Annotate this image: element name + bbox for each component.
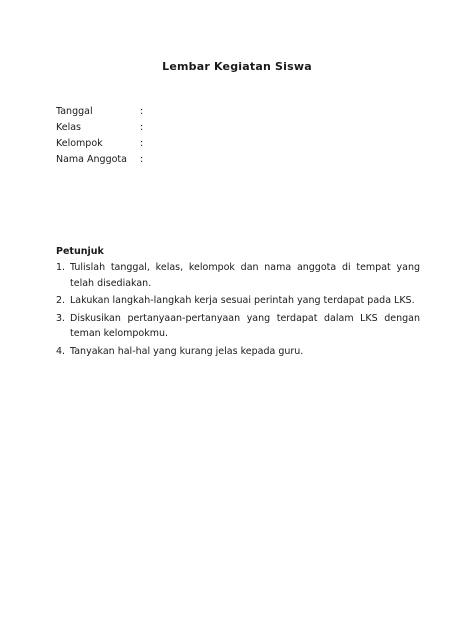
field-separator: : (140, 122, 144, 133)
field-separator: : (140, 106, 144, 117)
list-item (56, 293, 420, 309)
instructions-list (56, 260, 420, 359)
field-tanggal (56, 104, 150, 120)
list-item (56, 344, 420, 360)
field-separator: : (140, 154, 144, 165)
item-text: Tanyakan hal-hal yang kurang jelas kepada guru. (70, 345, 304, 357)
item-text: Diskusikan pertanyaan-pertanyaan yang terdapat dalam LKS dengan teman kelompokmu. (70, 312, 420, 339)
item-number: 4. (56, 345, 66, 357)
item-number: 2. (56, 295, 66, 306)
field-kelompok (56, 136, 150, 152)
instructions-section (56, 244, 420, 361)
field-separator: : (140, 138, 144, 149)
page-title: Lembar Kegiatan Siswa (162, 60, 312, 73)
item-number: 3. (56, 312, 66, 324)
field-label: Nama Anggota (56, 154, 127, 165)
item-text: Lakukan langkah-langkah kerja sesuai perintah yang terdapat pada LKS. (70, 295, 415, 306)
field-label: Kelas (56, 122, 82, 133)
list-item (56, 260, 420, 291)
field-label: Tanggal (56, 106, 93, 117)
field-label: Kelompok (56, 138, 103, 149)
field-kelas (56, 120, 150, 136)
item-number: 1. (56, 262, 66, 273)
identity-fields (56, 104, 150, 168)
list-item (56, 311, 420, 342)
instructions-heading: Petunjuk (56, 246, 104, 257)
field-nama-anggota (56, 152, 150, 168)
item-text: Tulislah tanggal, kelas, kelompok dan nama anggota di tempat yang telah disediakan. (70, 262, 420, 289)
